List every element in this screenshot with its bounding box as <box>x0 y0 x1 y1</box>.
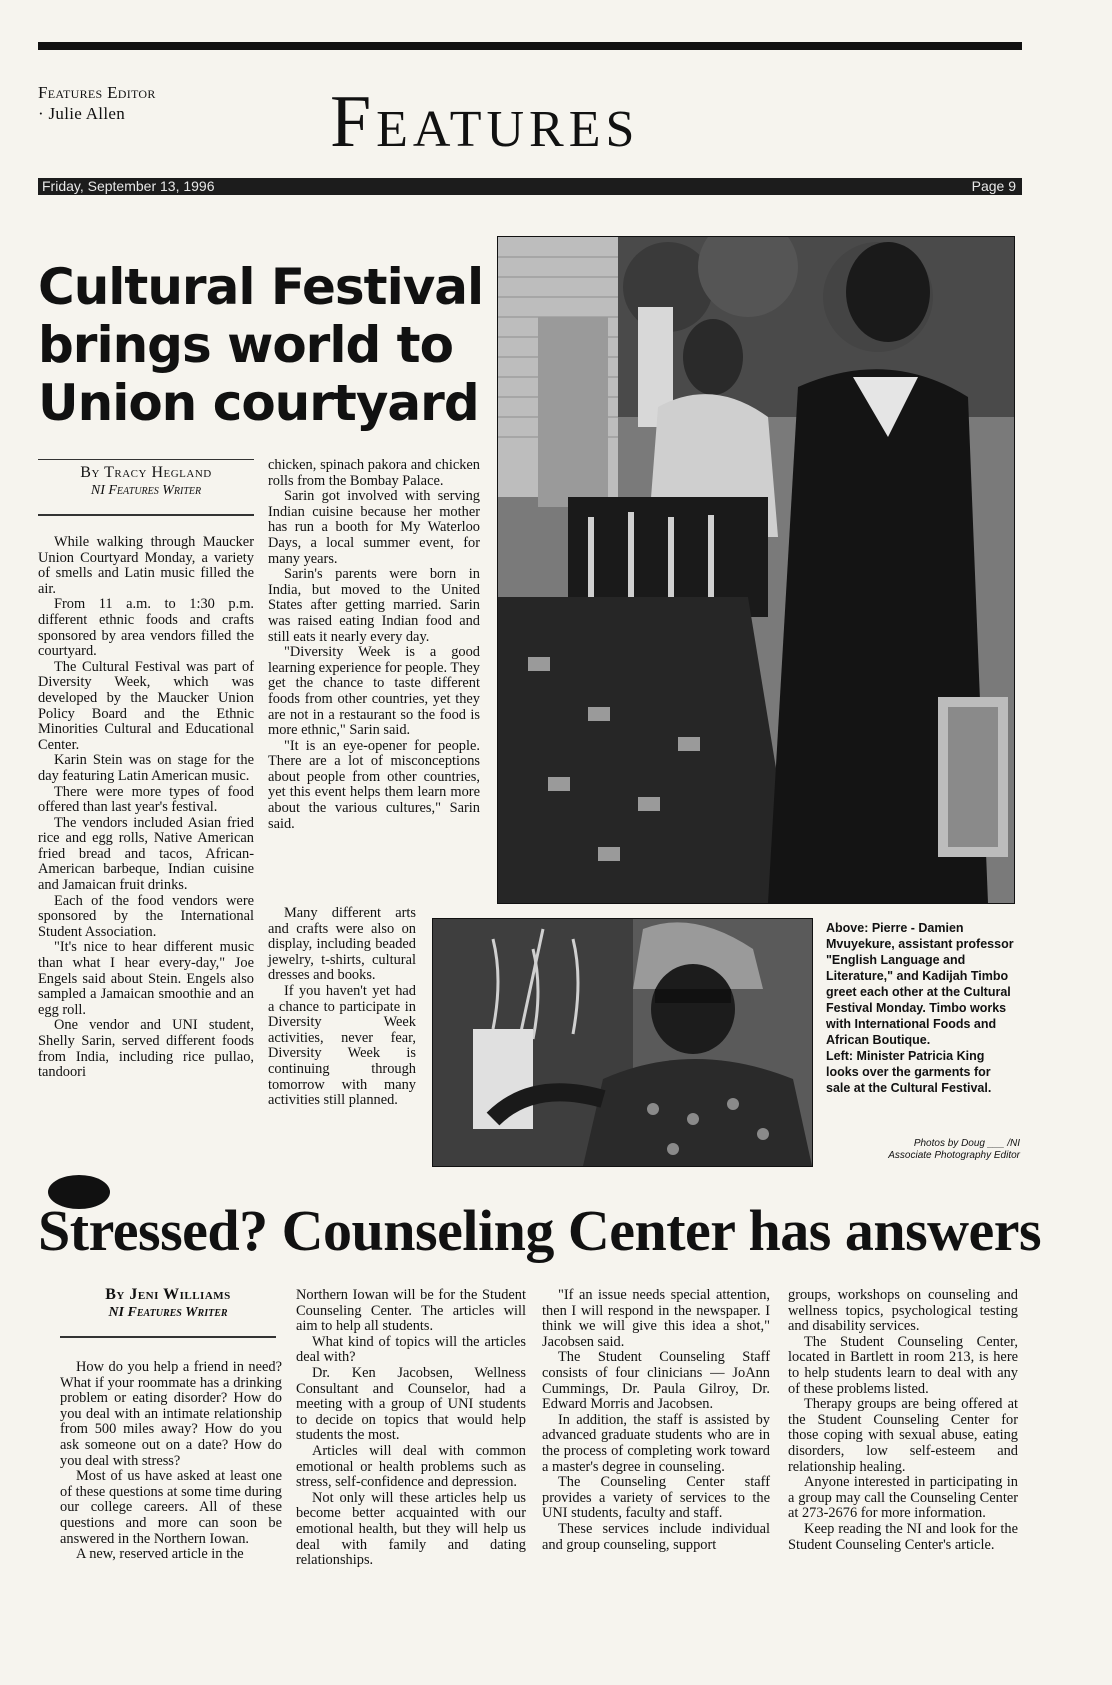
top-rule <box>38 42 1022 50</box>
article2-column-4 <box>788 1288 1018 1553</box>
paragraph: While walking through Maucker Union Courtyard Monday, a variety of smells and Latin music filled the air. <box>38 534 254 597</box>
byline-rule <box>38 459 254 460</box>
article1-byline <box>38 464 254 500</box>
article1-headline <box>38 258 488 432</box>
paragraph: The Student Counseling Staff consists of four clinicians — JoAnn Cummings, Dr. Paula Gilroy, Dr. Edward Morris and Jacobsen. <box>542 1349 770 1413</box>
article2-byline <box>60 1286 276 1322</box>
paragraph: The vendors included Asian fried rice and egg rolls, Native American fried bread and tacos, African-American barbeque, Indian cuisine and Jamaican fruit drinks. <box>38 814 254 894</box>
paragraph: Northern Iowan will be for the Student Counseling Center. The articles will aim to help all students. <box>296 1287 526 1335</box>
article1-column-2-lower <box>268 906 416 1109</box>
paragraph: One vendor and UNI student, Shelly Sarin, served different foods from India, including rice pullao, tandoori <box>38 1017 254 1081</box>
caption-above: Above: Pierre - Damien Mvuyekure, assistant professor "English Language and Literature," and Kadijah Timbo greet each other at the Cultural Festival Monday. Timbo works with International Foods and African Boutique. <box>826 921 1014 1047</box>
paragraph: The Student Counseling Center, located in Bartlett in room 213, is here to help students learn to deal with any of these problems listed. <box>788 1333 1018 1397</box>
paragraph: What kind of topics will the articles deal with? <box>296 1333 526 1366</box>
credit-line: Photos by Doug ___ /NI <box>913 1138 1020 1149</box>
byline-rule <box>60 1336 276 1338</box>
article2-column-1 <box>60 1360 282 1563</box>
paragraph: Dr. Ken Jacobsen, Wellness Consultant and Counselor, had a meeting with a group of UNI students to decide on topics that would help students the most. <box>296 1364 526 1444</box>
editor-name: · Julie Allen <box>38 104 125 123</box>
paragraph: Sarin got involved with serving Indian cuisine because her mother has run a booth for My Waterloo Days, a local summer event, for many years. <box>268 488 480 567</box>
paragraph: In addition, the staff is assisted by advanced graduate students who are in the process of completing work toward a master's degree in counseling. <box>542 1411 770 1475</box>
caption-left: Left: Minister Patricia King looks over the garments for sale at the Cultural Festival. <box>826 1049 992 1095</box>
photo-credit <box>830 1138 1020 1162</box>
paragraph: Not only will these articles help us become better acquainted with our emotional health, but they will help us deal with family and dating relationships. <box>296 1489 526 1569</box>
paragraph: Anyone interested in participating in a group may call the Counseling Center at 273-2676 for more information. <box>788 1474 1018 1522</box>
photo-illustration <box>498 237 1014 903</box>
date-bar <box>38 178 1022 195</box>
paragraph: "If an issue needs special attention, then I will respond in the newspaper. I think we will give this idea a shot," Jacobsen said. <box>542 1287 770 1350</box>
credit-line: Associate Photography Editor <box>888 1150 1020 1161</box>
paragraph: chicken, spinach pakora and chicken rolls from the Bombay Palace. <box>268 457 480 489</box>
paragraph: Many different arts and crafts were also on display, including beaded jewelry, t-shirts, cultural dresses and books. <box>268 905 416 984</box>
article1-column-2-upper <box>268 458 480 832</box>
photo-illustration <box>433 919 812 1166</box>
byline-role: NI Features Writer <box>90 483 202 498</box>
paragraph: If you haven't yet had a chance to participate in Diversity Week activities, never fear, Diversity Week is continuing through tomorrow with many activities still planned. <box>268 982 416 1109</box>
paragraph: These services include individual and group counseling, support <box>542 1520 770 1553</box>
headline-line: Union courtyard <box>38 374 479 432</box>
paragraph: Keep reading the NI and look for the Student Counseling Center's article. <box>788 1520 1018 1553</box>
editor-title: Features Editor <box>38 83 156 102</box>
garment-browsing-photo <box>432 918 813 1167</box>
paragraph: Articles will deal with common emotional or health problems such as stress, self-confidence and depression. <box>296 1442 526 1491</box>
paragraph: "It's nice to hear different music than what I hear every-day," Joe Engels said about Stein. Engels also sampled a Jamaican smoothie and an egg roll. <box>38 939 254 1018</box>
paragraph: The Counseling Center staff provides a variety of services to the UNI students, faculty and staff. <box>542 1474 770 1522</box>
byline-author: By Tracy Hegland <box>80 464 212 481</box>
paragraph: From 11 a.m. to 1:30 p.m. different ethnic foods and crafts sponsored by area vendors filled the courtyard. <box>38 596 254 660</box>
headline-line: brings world to <box>38 316 453 374</box>
paragraph: The Cultural Festival was part of Diversity Week, which was developed by the Maucker Union Policy Board and the Ethnic Minorities Cultural and Educational Center. <box>38 658 254 753</box>
editor-credit <box>38 82 156 124</box>
byline-rule <box>38 514 254 516</box>
paragraph: Sarin's parents were born in India, but moved to the United States after getting married. Sarin was raised eating Indian food and still eats it nearly every day. <box>268 566 480 645</box>
issue-date: Friday, September 13, 1996 <box>42 178 215 194</box>
paragraph: Each of the food vendors were sponsored by the International Student Association. <box>38 892 254 940</box>
paragraph: "It is an eye-opener for people. There are a lot of misconceptions about people from other countries, yet this event helps them learn more about the various cultures," Sarin said. <box>268 737 480 832</box>
paragraph: Therapy groups are being offered at the Student Counseling Center for those coping with sexual abuse, eating disorders, low self-esteem and relationship healing. <box>788 1396 1018 1475</box>
festival-greeting-photo <box>497 236 1015 904</box>
paragraph: groups, workshops on counseling and wellness topics, psychological testing and disability services. <box>788 1287 1018 1335</box>
byline-author: By Jeni Williams <box>105 1286 231 1303</box>
paragraph: How do you help a friend in need? What if your roommate has a drinking problem or eating disorder? How do you deal with an intimate relationship from 500 miles away? How do you ask someone out on a date? How do you deal with stress? <box>60 1359 282 1469</box>
paragraph: Karin Stein was on stage for the day featuring Latin American music. <box>38 752 254 784</box>
article2-column-3 <box>542 1288 770 1553</box>
paragraph: A new, reserved article in the <box>76 1546 244 1563</box>
page-number: Page 9 <box>971 178 1016 194</box>
headline-line: Cultural Festival <box>38 258 484 316</box>
article2-column-2 <box>296 1288 526 1569</box>
paragraph: There were more types of food offered than last year's festival. <box>38 783 254 816</box>
article1-column-1 <box>38 535 254 1081</box>
photo-caption <box>826 920 1016 1096</box>
paragraph: Most of us have asked at least one of these questions at some time during our college careers. All of these questions and more can soon be answered in the Northern Iowan. <box>60 1468 282 1547</box>
byline-role: NI Features Writer <box>108 1305 228 1320</box>
section-title: Features <box>330 81 640 163</box>
article2-headline: Stressed? Counseling Center has answers <box>38 1198 1042 1263</box>
paragraph: "Diversity Week is a good learning experience for people. They get the chance to taste different foods from other countries, yet they are not in a restaurant so the food is more ethnic," Sarin said. <box>268 644 480 739</box>
